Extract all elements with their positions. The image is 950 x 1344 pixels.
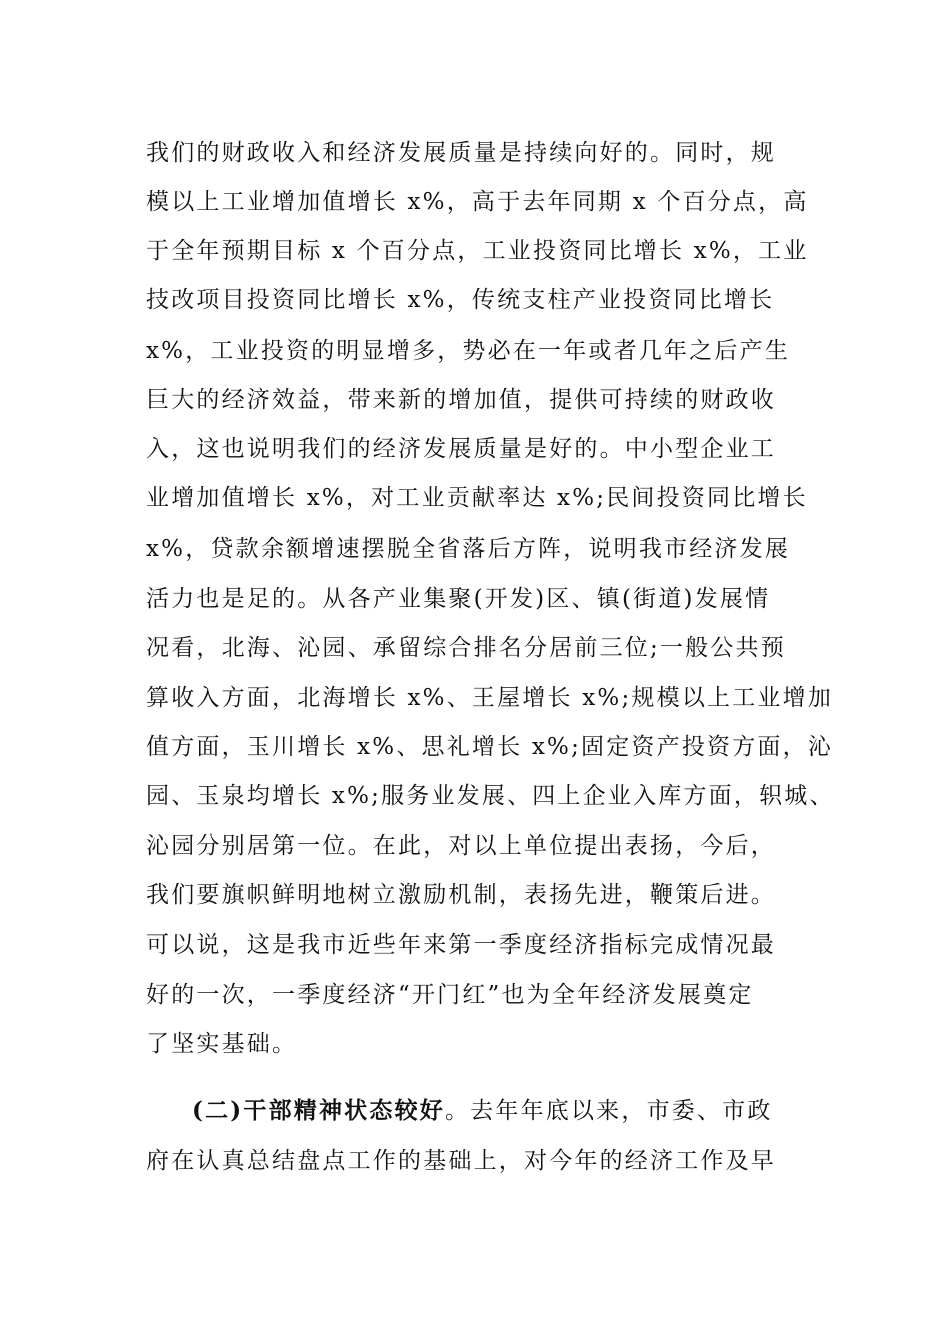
paragraph-line: 沁园分别居第一位。在此，对以上单位提出表扬，今后， (146, 833, 776, 859)
paragraph-line: 算收入方面，北海增长 x%、王屋增长 x%;规模以上工业增加 (146, 685, 834, 711)
paragraph-line: 巨大的经济效益，带来新的增加值，提供可持续的财政收 (146, 387, 776, 413)
paragraph-line: 了坚实基础。 (146, 1031, 298, 1057)
paragraph-line: 我们的财政收入和经济发展质量是持续向好的。同时，规 (146, 140, 776, 166)
paragraph-line: 好的一次，一季度经济“开门红”也为全年经济发展奠定 (146, 982, 754, 1008)
paragraph-line: 可以说，这是我市近些年来第一季度经济指标完成情况最 (146, 932, 776, 958)
paragraph-line: 值方面，玉川增长 x%、思礼增长 x%;固定资产投资方面，沁 (146, 734, 834, 760)
paragraph-line: x%，工业投资的明显增多，势必在一年或者几年之后产生 (146, 338, 791, 364)
paragraph-line: 业增加值增长 x%，对工业贡献率达 x%;民间投资同比增长 (146, 485, 808, 511)
section-text: 。去年年底以来，市委、市政 (444, 1098, 773, 1124)
paragraph-line: 入，这也说明我们的经济发展质量是好的。中小型企业工 (146, 436, 776, 462)
paragraph-line: 园、玉泉均增长 x%;服务业发展、四上企业入库方面，轵城、 (146, 783, 835, 809)
section-heading: (二)干部精神状态较好 (192, 1097, 445, 1124)
section-line (192, 1096, 773, 1126)
paragraph-line: 况看，北海、沁园、承留综合排名分居前三位;一般公共预 (146, 635, 786, 661)
paragraph-line: 模以上工业增加值增长 x%，高于去年同期 x 个百分点，高 (146, 189, 809, 215)
paragraph-line: 府在认真总结盘点工作的基础上，对今年的经济工作及早 (146, 1148, 776, 1174)
paragraph-line: 我们要旗帜鲜明地树立激励机制，表扬先进，鞭策后进。 (146, 882, 776, 908)
paragraph-line: 于全年预期目标 x 个百分点，工业投资同比增长 x%，工业 (146, 238, 809, 264)
paragraph-line: x%，贷款余额增速摆脱全省落后方阵，说明我市经济发展 (146, 536, 791, 562)
paragraph-line: 技改项目投资同比增长 x%，传统支柱产业投资同比增长 (146, 287, 775, 313)
paragraph-line: 活力也是足的。从各产业集聚(开发)区、镇(街道)发展情 (146, 586, 771, 612)
